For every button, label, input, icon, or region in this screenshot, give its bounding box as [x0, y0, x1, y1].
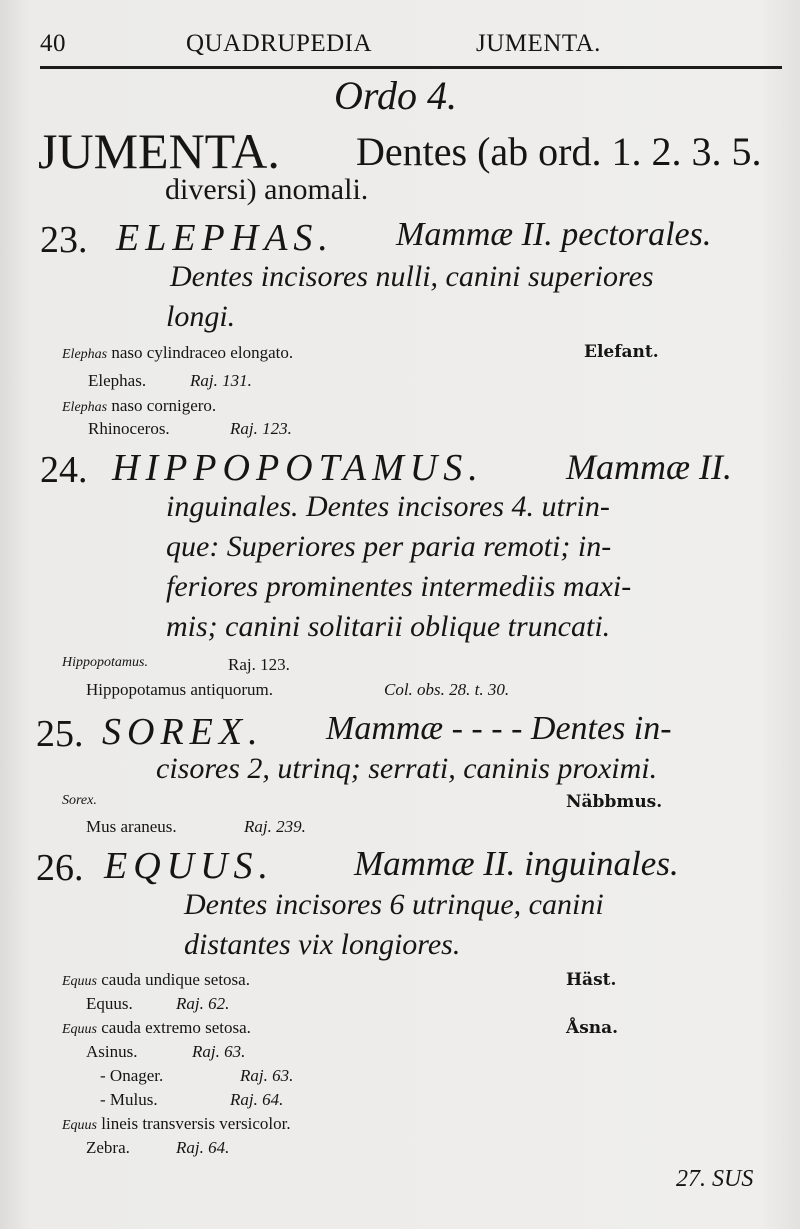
genus-name: HIPPOPOTAMUS. — [112, 447, 484, 489]
order-name: JUMENTA. — [38, 123, 280, 179]
synonym-genus: Elephas — [62, 347, 108, 362]
synonym-line — [62, 1114, 291, 1134]
synonym-text: lineis transversis versicolor. — [101, 1114, 291, 1133]
header-left-title: QUADRUPEDIA — [186, 30, 373, 57]
synonym-genus: Elephas — [62, 400, 108, 415]
synonym-name: Asinus. — [86, 1042, 138, 1061]
page-number: 40 — [40, 30, 66, 57]
genus-description-line: inguinales. Dentes incisores 4. utrin- — [166, 490, 610, 523]
genus-number: 23. — [40, 219, 88, 261]
genus-name: SOREX. — [102, 711, 264, 753]
synonym-name: Elephas. — [88, 371, 147, 390]
header-right-title: JUMENTA. — [476, 30, 601, 57]
synonym-reference: Raj. 131. — [190, 371, 252, 390]
order-intro-line2: diversi) anomali. — [165, 173, 369, 206]
genus-description-line: que: Superiores per paria remoti; in- — [166, 530, 612, 563]
synonym-reference: Raj. 123. — [230, 419, 292, 438]
vernacular-name: Åsna. — [566, 1018, 619, 1038]
genus-name: ELEPHAS. — [116, 217, 334, 259]
vernacular-name: Häst. — [566, 970, 617, 990]
synonym-reference: Col. obs. 28. t. 30. — [384, 680, 510, 699]
synonym-text: cauda extremo setosa. — [101, 1018, 251, 1037]
vernacular-name: Näbbmus. — [566, 792, 663, 812]
synonym-reference: Raj. 239. — [244, 817, 306, 836]
synonym-line — [62, 970, 250, 990]
genus-description-line: Dentes incisores nulli, canini superiores — [170, 260, 654, 293]
genus-description-line: longi. — [166, 300, 236, 333]
synonym-reference: Raj. 64. — [230, 1090, 284, 1109]
synonym-genus: Equus — [62, 1118, 97, 1133]
synonym-text: cauda undique setosa. — [101, 970, 250, 989]
synonym-line — [62, 396, 216, 416]
genus-number: 26. — [36, 847, 84, 889]
genus-mammae: Mammæ II. pectorales. — [396, 216, 712, 253]
synonym-reference: Raj. 63. — [192, 1042, 246, 1061]
synonym-name: - Mulus. — [100, 1090, 158, 1109]
synonym-name: Mus araneus. — [86, 817, 177, 836]
synonym-genus: Equus — [62, 1022, 97, 1037]
genus-description-line: cisores 2, utrinq; serrati, caninis proximi. — [156, 752, 658, 785]
ordo-heading: Ordo 4. — [334, 73, 457, 118]
genus-number: 24. — [40, 449, 88, 491]
synonym-name: - Onager. — [100, 1066, 164, 1085]
synonym-text: naso cornigero. — [111, 396, 217, 415]
synonym-genus: Hippopotamus. — [62, 655, 148, 670]
genus-description-line: mis; canini solitarii oblique truncati. — [166, 610, 611, 643]
header-rule — [40, 66, 782, 69]
synonym-name: Rhinoceros. — [88, 419, 170, 438]
synonym-line — [62, 1018, 251, 1038]
genus-description-line: Dentes incisores 6 utrinque, canini — [184, 888, 604, 921]
genus-mammae: Mammæ II. — [566, 447, 732, 487]
synonym-line — [62, 343, 293, 363]
synonym-name: Zebra. — [86, 1138, 130, 1157]
genus-mammae: Mammæ II. inguinales. — [354, 844, 679, 883]
genus-description-line: distantes vix longiores. — [184, 928, 461, 961]
genus-description-line: feriores prominentes intermediis maxi- — [166, 570, 632, 603]
catchword: 27. SUS — [676, 1166, 754, 1192]
synonym-text: naso cylindraceo elongato. — [111, 343, 294, 362]
synonym-name: Equus. — [86, 994, 133, 1013]
synonym-name: Hippopotamus antiquorum. — [86, 680, 273, 699]
genus-number: 25. — [36, 713, 84, 755]
vernacular-name: Elefant. — [584, 342, 659, 362]
synonym-reference: Raj. 64. — [176, 1138, 230, 1157]
synonym-genus: Sorex. — [62, 793, 97, 808]
order-intro-line1: Dentes (ab ord. 1. 2. 3. 5. — [356, 129, 762, 174]
genus-mammae: Mammæ - - - - Dentes in- — [326, 710, 672, 747]
synonym-reference: Raj. 63. — [240, 1066, 294, 1085]
genus-name: EQUUS. — [104, 845, 275, 887]
synonym-genus: Equus — [62, 974, 97, 989]
synonym-reference: Raj. 62. — [176, 994, 230, 1013]
synonym-reference: Raj. 123. — [228, 655, 290, 674]
